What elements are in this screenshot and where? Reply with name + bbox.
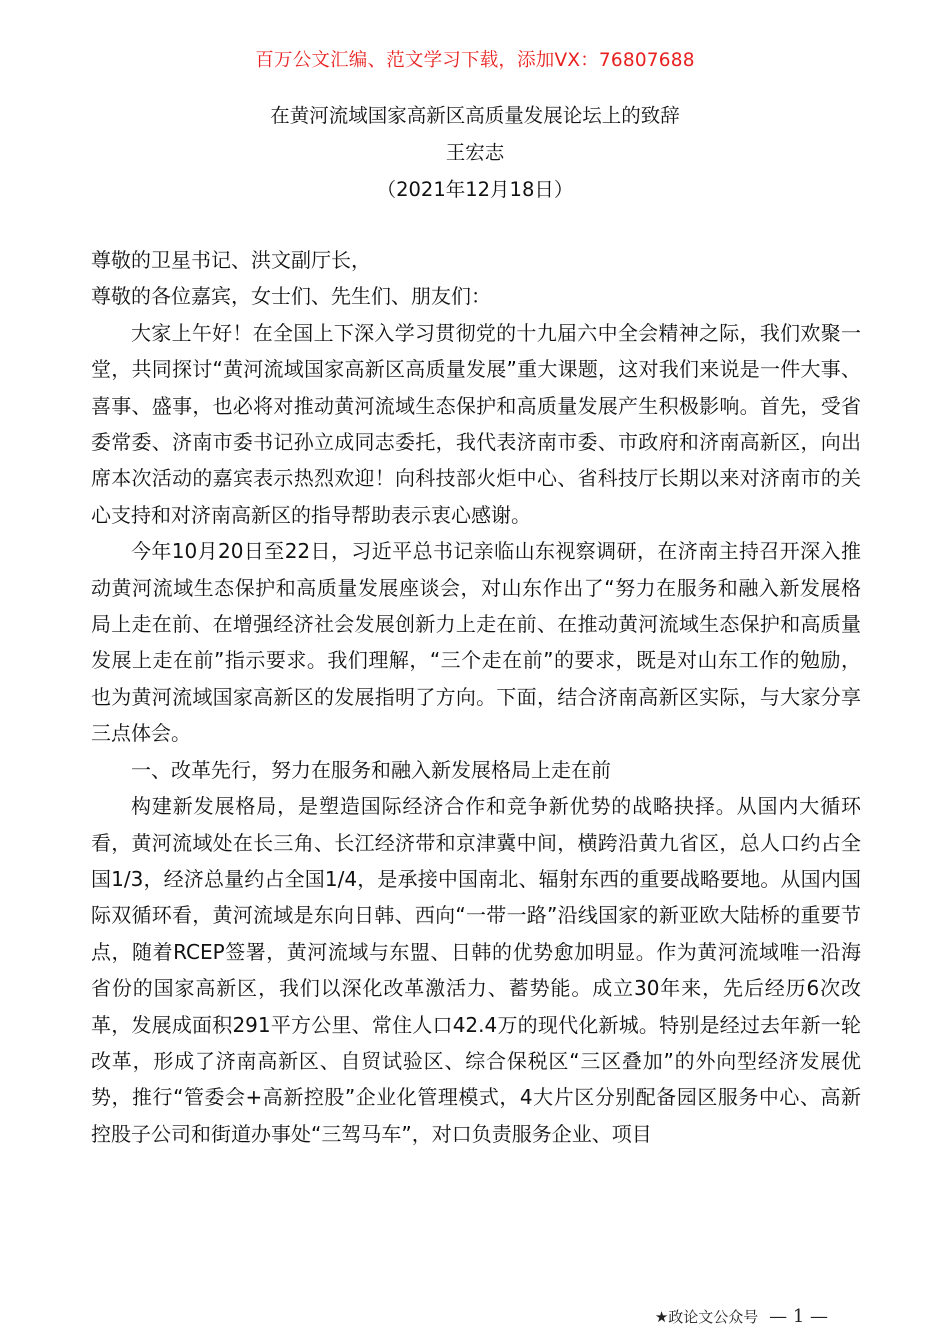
speech-body [91,242,861,1152]
title-block [0,97,950,208]
salutation-line: 尊敬的卫星书记、洪文副厅长， [91,248,371,272]
section-heading: 一、改革先行，努力在服务和融入新发展格局上走在前 [131,757,611,782]
page-number: — 1 — [769,1306,828,1327]
speech-date: （2021年12月18日） [376,178,574,201]
body-paragraph: 今年10月20日至22日，习近平总书记亲临山东视察调研，在济南主持召开深入推动黄河流域生态保护和高质量发展座谈会，对山东作出了“努力在服务和融入新发展格局上走在前、在增强经济社会发展创新力上走在前、在推动黄河流域生态保护和高质量发展上走在前”指示要求。我们理解，“三个走在前”的要求，既是对山东工作的勉励，也为黄河流域国家高新区的发展指明了方向。下面，结合济南高新区实际，与大家分享三点体会。 [91,539,861,746]
author-name: 王宏志 [445,141,505,164]
salutation-line: 尊敬的各位嘉宾，女士们、先生们、朋友们： [91,284,491,309]
promo-banner: 百万公文汇编、范文学习下载，添加VX：76807688 [255,50,695,71]
page-footer [655,1306,828,1327]
footer-source: ★政论文公众号 [654,1308,759,1326]
body-paragraph: 大家上午好！在全国上下深入学习贯彻党的十九届六中全会精神之际，我们欢聚一堂，共同探讨“黄河流域国家高新区高质量发展”重大课题，这对我们来说是一件大事、喜事、盛事，也必将对推动黄河流域生态保护和高质量发展产生积极影响。首先，受省委常委、济南市委书记孙立成同志委托，我代表济南市委、市政府和济南高新区，向出席本次活动的嘉宾表示热烈欢迎！向科技部火炬中心、省科技厅长期以来对济南市的关心支持和对济南高新区的指导帮助表示衷心感谢。 [91,320,861,527]
document-title: 在黄河流域国家高新区高质量发展论坛上的致辞 [270,104,680,127]
body-paragraph: 构建新发展格局，是塑造国际经济合作和竞争新优势的战略抉择。从国内大循环看，黄河流域处在长三角、长江经济带和京津冀中间，横跨沿黄九省区，总人口约占全国1/3，经济总量约占全国1/4，是承接中国南北、辐射东西的重要战略要地。从国内国际双循环看，黄河流域是东向日韩、西向“一带一路”沿线国家的新亚欧大陆桥的重要节点，随着RCEP签署，黄河流域与东盟、日韩的优势愈加明显。作为黄河流域唯一沿海省份的国家高新区，我们以深化改革激活力、蓄势能。成立30年来，先后经历6次改革，发展成面积291平方公里、常住人口42.4万的现代化新城。特别是经过去年新一轮改革，形成了济南高新区、自贸试验区、综合保税区“三区叠加”的外向型经济发展优势，推行“管委会+高新控股”企业化管理模式，4大片区分别配备园区服务中心、高新控股子公司和街道办事处“三驾马车”，对口负责服务企业、项目 [91,794,861,1146]
